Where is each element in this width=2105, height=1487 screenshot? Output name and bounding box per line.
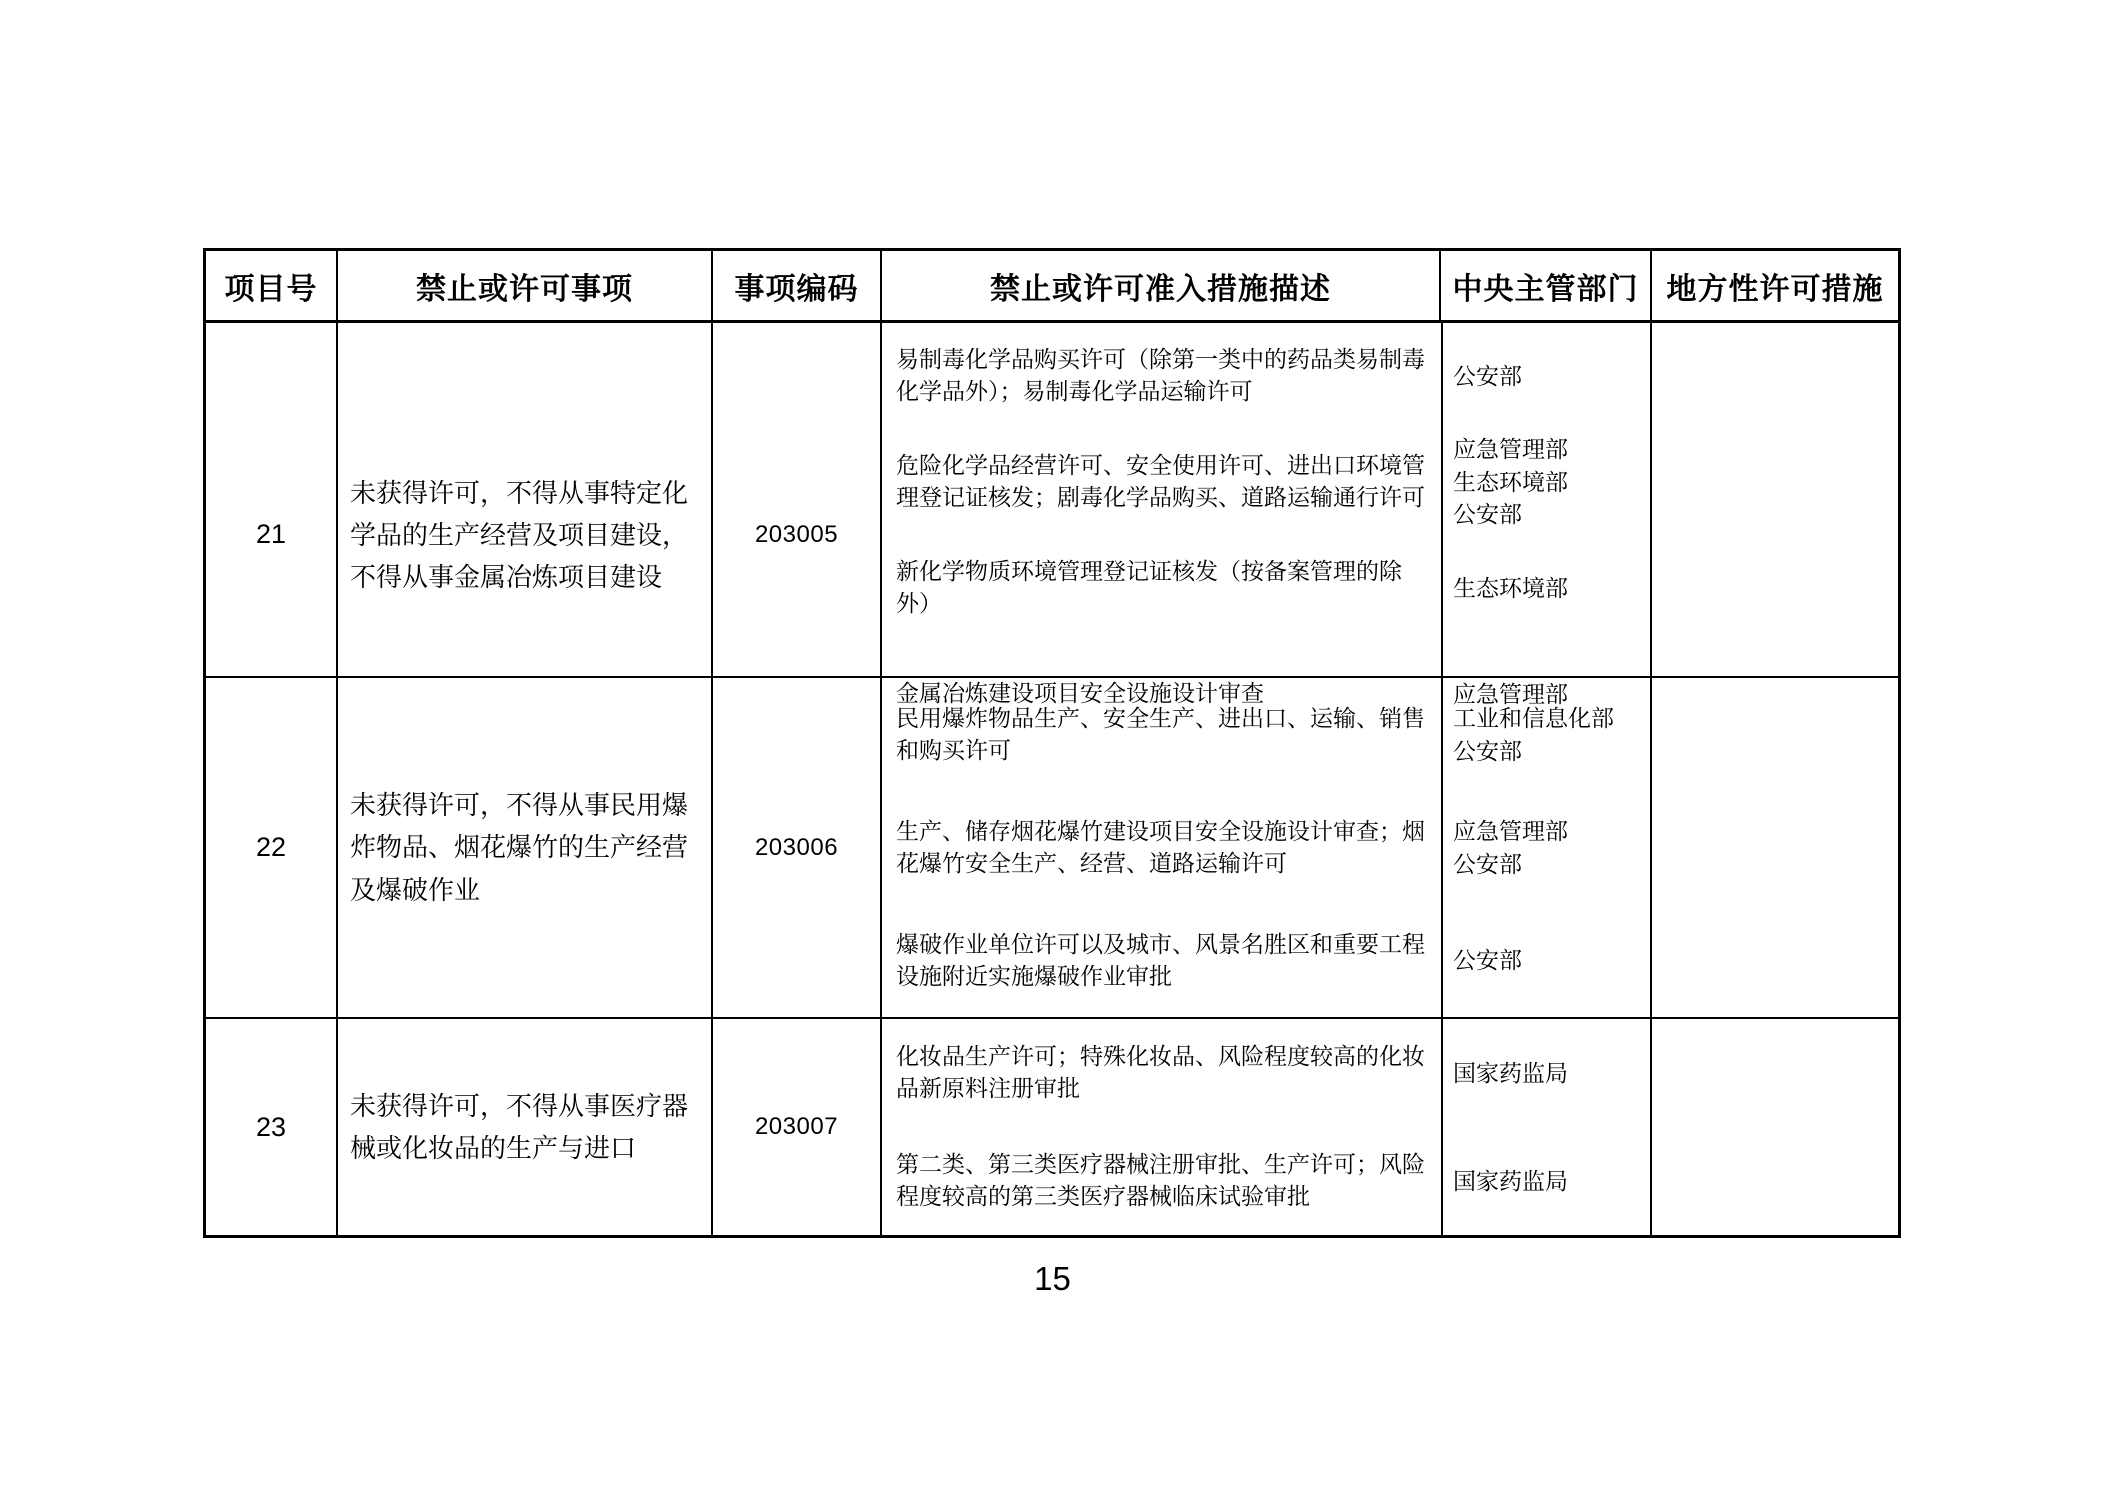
measure-text-span: 易制毒化学品购买许可（除第一类中的药品类易制毒化学品外）；易制毒化学品运输许可	[896, 346, 1425, 404]
table-row	[206, 676, 1898, 1017]
dept-name: 公安部	[1453, 362, 1522, 389]
table-row	[206, 323, 1898, 707]
dept-name: 公安部	[1453, 737, 1522, 764]
item-code: 203005	[711, 323, 880, 747]
dept-name: 应急管理部	[1453, 435, 1568, 462]
dept-list	[1441, 791, 1652, 904]
measure-text-span: 化妆品生产许可；特殊化妆品、风险程度较高的化妆品新原料注册审批	[896, 1043, 1425, 1101]
item-description-text: 未获得许可，不得从事医疗器械或化妆品的生产与进口	[350, 1090, 689, 1163]
measure-text	[882, 1127, 1441, 1235]
measure-text	[882, 678, 1441, 791]
measure-text-span: 金属冶炼建设项目安全设施设计审查	[896, 680, 1264, 707]
item-number: 22	[255, 832, 287, 862]
dept-name: 工业和信息化部	[1453, 704, 1614, 731]
dept-list	[1441, 1019, 1652, 1127]
dept-name: 国家药监局	[1453, 1059, 1568, 1086]
measure-text-span: 第二类、第三类医疗器械注册审批、生产许可；风险程度较高的第三类医疗器械临床试验审批	[896, 1151, 1425, 1209]
measure-text-span: 危险化学品经营许可、安全使用许可、进出口环境管理登记证核发；剧毒化学品购买、道路运输通行许可	[896, 452, 1425, 510]
dept-list	[1441, 323, 1652, 429]
table-row	[206, 1017, 1898, 1235]
measure-text	[882, 323, 1441, 429]
table-header-row	[206, 251, 1898, 323]
negative-list-table	[203, 248, 1901, 1238]
local-measure-cell	[1650, 1019, 1898, 1235]
dept-name: 国家药监局	[1453, 1167, 1568, 1194]
measure-text	[882, 904, 1441, 1017]
local-measure-cell	[1650, 678, 1898, 1017]
measure-text-span: 生产、储存烟花爆竹建设项目安全设施设计审查；烟花爆竹安全生产、经营、道路运输许可	[896, 817, 1425, 876]
header-local-measure: 地方性许可措施	[1650, 251, 1898, 320]
item-number: 23	[255, 1111, 287, 1142]
measure-text-span: 爆破作业单位许可以及城市、风景名胜区和重要工程设施附近实施爆破作业审批	[896, 930, 1425, 989]
item-code: 203006	[711, 678, 880, 1017]
item-code: 203007	[711, 1019, 880, 1235]
item-description-text: 未获得许可，不得从事特定化学品的生产经营及项目建设，不得从事金属冶炼项目建设	[350, 477, 689, 592]
dept-name: 生态环境部	[1453, 468, 1568, 495]
header-central-dept: 中央主管部门	[1439, 251, 1650, 320]
item-description	[336, 678, 711, 1017]
item-description-text: 未获得许可，不得从事民用爆炸物品、烟花爆竹的生产经营及爆破作业	[350, 790, 689, 905]
header-item-no: 项目号	[224, 272, 318, 306]
header-code: 事项编码	[711, 251, 880, 320]
page-number: 15	[1034, 1260, 1071, 1297]
dept-list	[1441, 535, 1652, 641]
measure-text-span: 民用爆炸物品生产、安全生产、进出口、运输、销售和购买许可	[896, 704, 1425, 763]
measures-departments	[880, 1019, 1650, 1235]
measure-text	[882, 535, 1441, 641]
dept-list	[1441, 1127, 1652, 1235]
dept-list	[1441, 904, 1652, 1017]
item-number: 21	[255, 519, 287, 550]
dept-name: 公安部	[1453, 501, 1522, 528]
dept-name: 应急管理部	[1453, 680, 1568, 707]
dept-name: 应急管理部	[1453, 817, 1568, 844]
header-item: 禁止或许可事项	[336, 251, 711, 320]
measure-text	[882, 429, 1441, 535]
dept-list	[1441, 429, 1652, 535]
dept-list	[1441, 678, 1652, 791]
measure-text	[882, 1019, 1441, 1127]
measure-text	[882, 791, 1441, 904]
item-description	[336, 1019, 711, 1235]
header-measure-desc: 禁止或许可准入措施描述	[880, 251, 1439, 320]
measure-text-span: 新化学物质环境管理登记证核发（按备案管理的除外）	[896, 558, 1402, 616]
dept-name: 公安部	[1453, 947, 1522, 974]
dept-name: 公安部	[1453, 850, 1522, 877]
dept-name: 生态环境部	[1453, 574, 1568, 601]
measures-departments	[880, 678, 1650, 1017]
